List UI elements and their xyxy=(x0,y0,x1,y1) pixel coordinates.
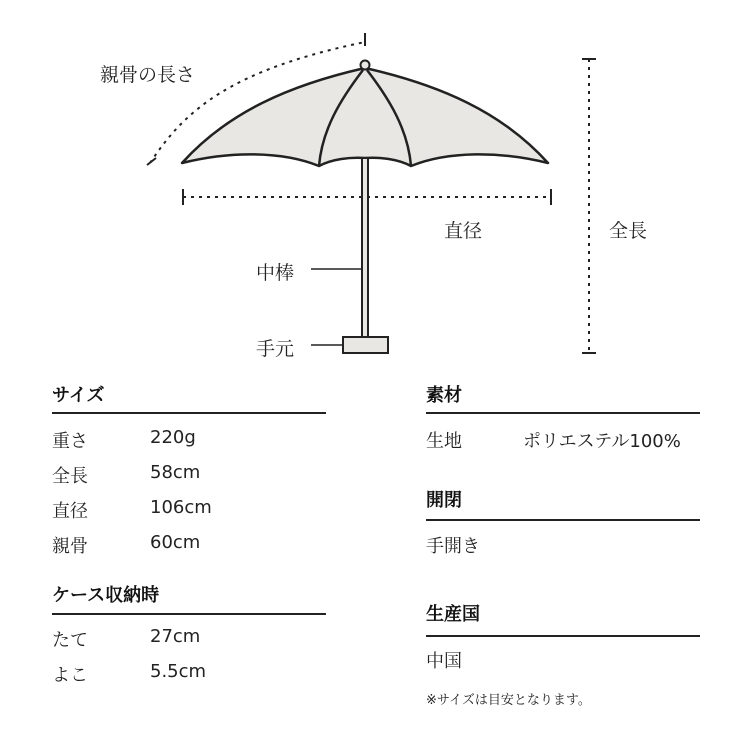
case-section-title: ケース収納時 xyxy=(52,585,160,606)
case-section-rule xyxy=(52,613,326,615)
size-row-value: 60cm xyxy=(150,532,201,553)
size-row-key: 親骨 xyxy=(52,536,88,557)
size-section-rule xyxy=(52,412,326,414)
size-section-title: サイズ xyxy=(52,385,105,406)
size-row-key: 重さ xyxy=(52,431,88,452)
umbrella-tip xyxy=(361,61,370,70)
shaft-label: 中棒 xyxy=(256,262,295,284)
handle-label: 手元 xyxy=(256,338,295,360)
material-section-rule xyxy=(426,412,700,414)
rib-length-tick-bottom xyxy=(147,158,156,165)
open-section-title: 開閉 xyxy=(426,490,462,511)
open-section-rule xyxy=(426,519,700,521)
size-note: ※サイズは目安となります。 xyxy=(426,693,591,708)
case-row-key: たて xyxy=(52,630,88,651)
case-row-value: 27cm xyxy=(150,626,201,647)
umbrella-shaft xyxy=(362,158,368,338)
origin-value: 中国 xyxy=(426,651,462,672)
umbrella-canopy xyxy=(182,68,548,166)
case-row-value: 5.5cm xyxy=(150,661,207,682)
size-row-key: 全長 xyxy=(52,466,88,487)
material-value: ポリエステル100% xyxy=(523,431,681,452)
case-row-key: よこ xyxy=(52,665,88,686)
origin-section-rule xyxy=(426,635,700,637)
total-length-label: 全長 xyxy=(609,220,648,242)
open-value: 手開き xyxy=(426,536,480,557)
material-section-title: 素材 xyxy=(426,385,462,406)
material-key: 生地 xyxy=(426,431,462,452)
size-row-value: 58cm xyxy=(150,462,201,483)
size-row-key: 直径 xyxy=(52,501,88,522)
umbrella-handle xyxy=(343,337,388,353)
rib-length-label: 親骨の長さ xyxy=(100,64,196,86)
origin-section-title: 生産国 xyxy=(426,604,480,625)
diameter-label: 直径 xyxy=(444,220,483,242)
size-row-value: 220g xyxy=(150,427,196,448)
size-row-value: 106cm xyxy=(150,497,212,518)
